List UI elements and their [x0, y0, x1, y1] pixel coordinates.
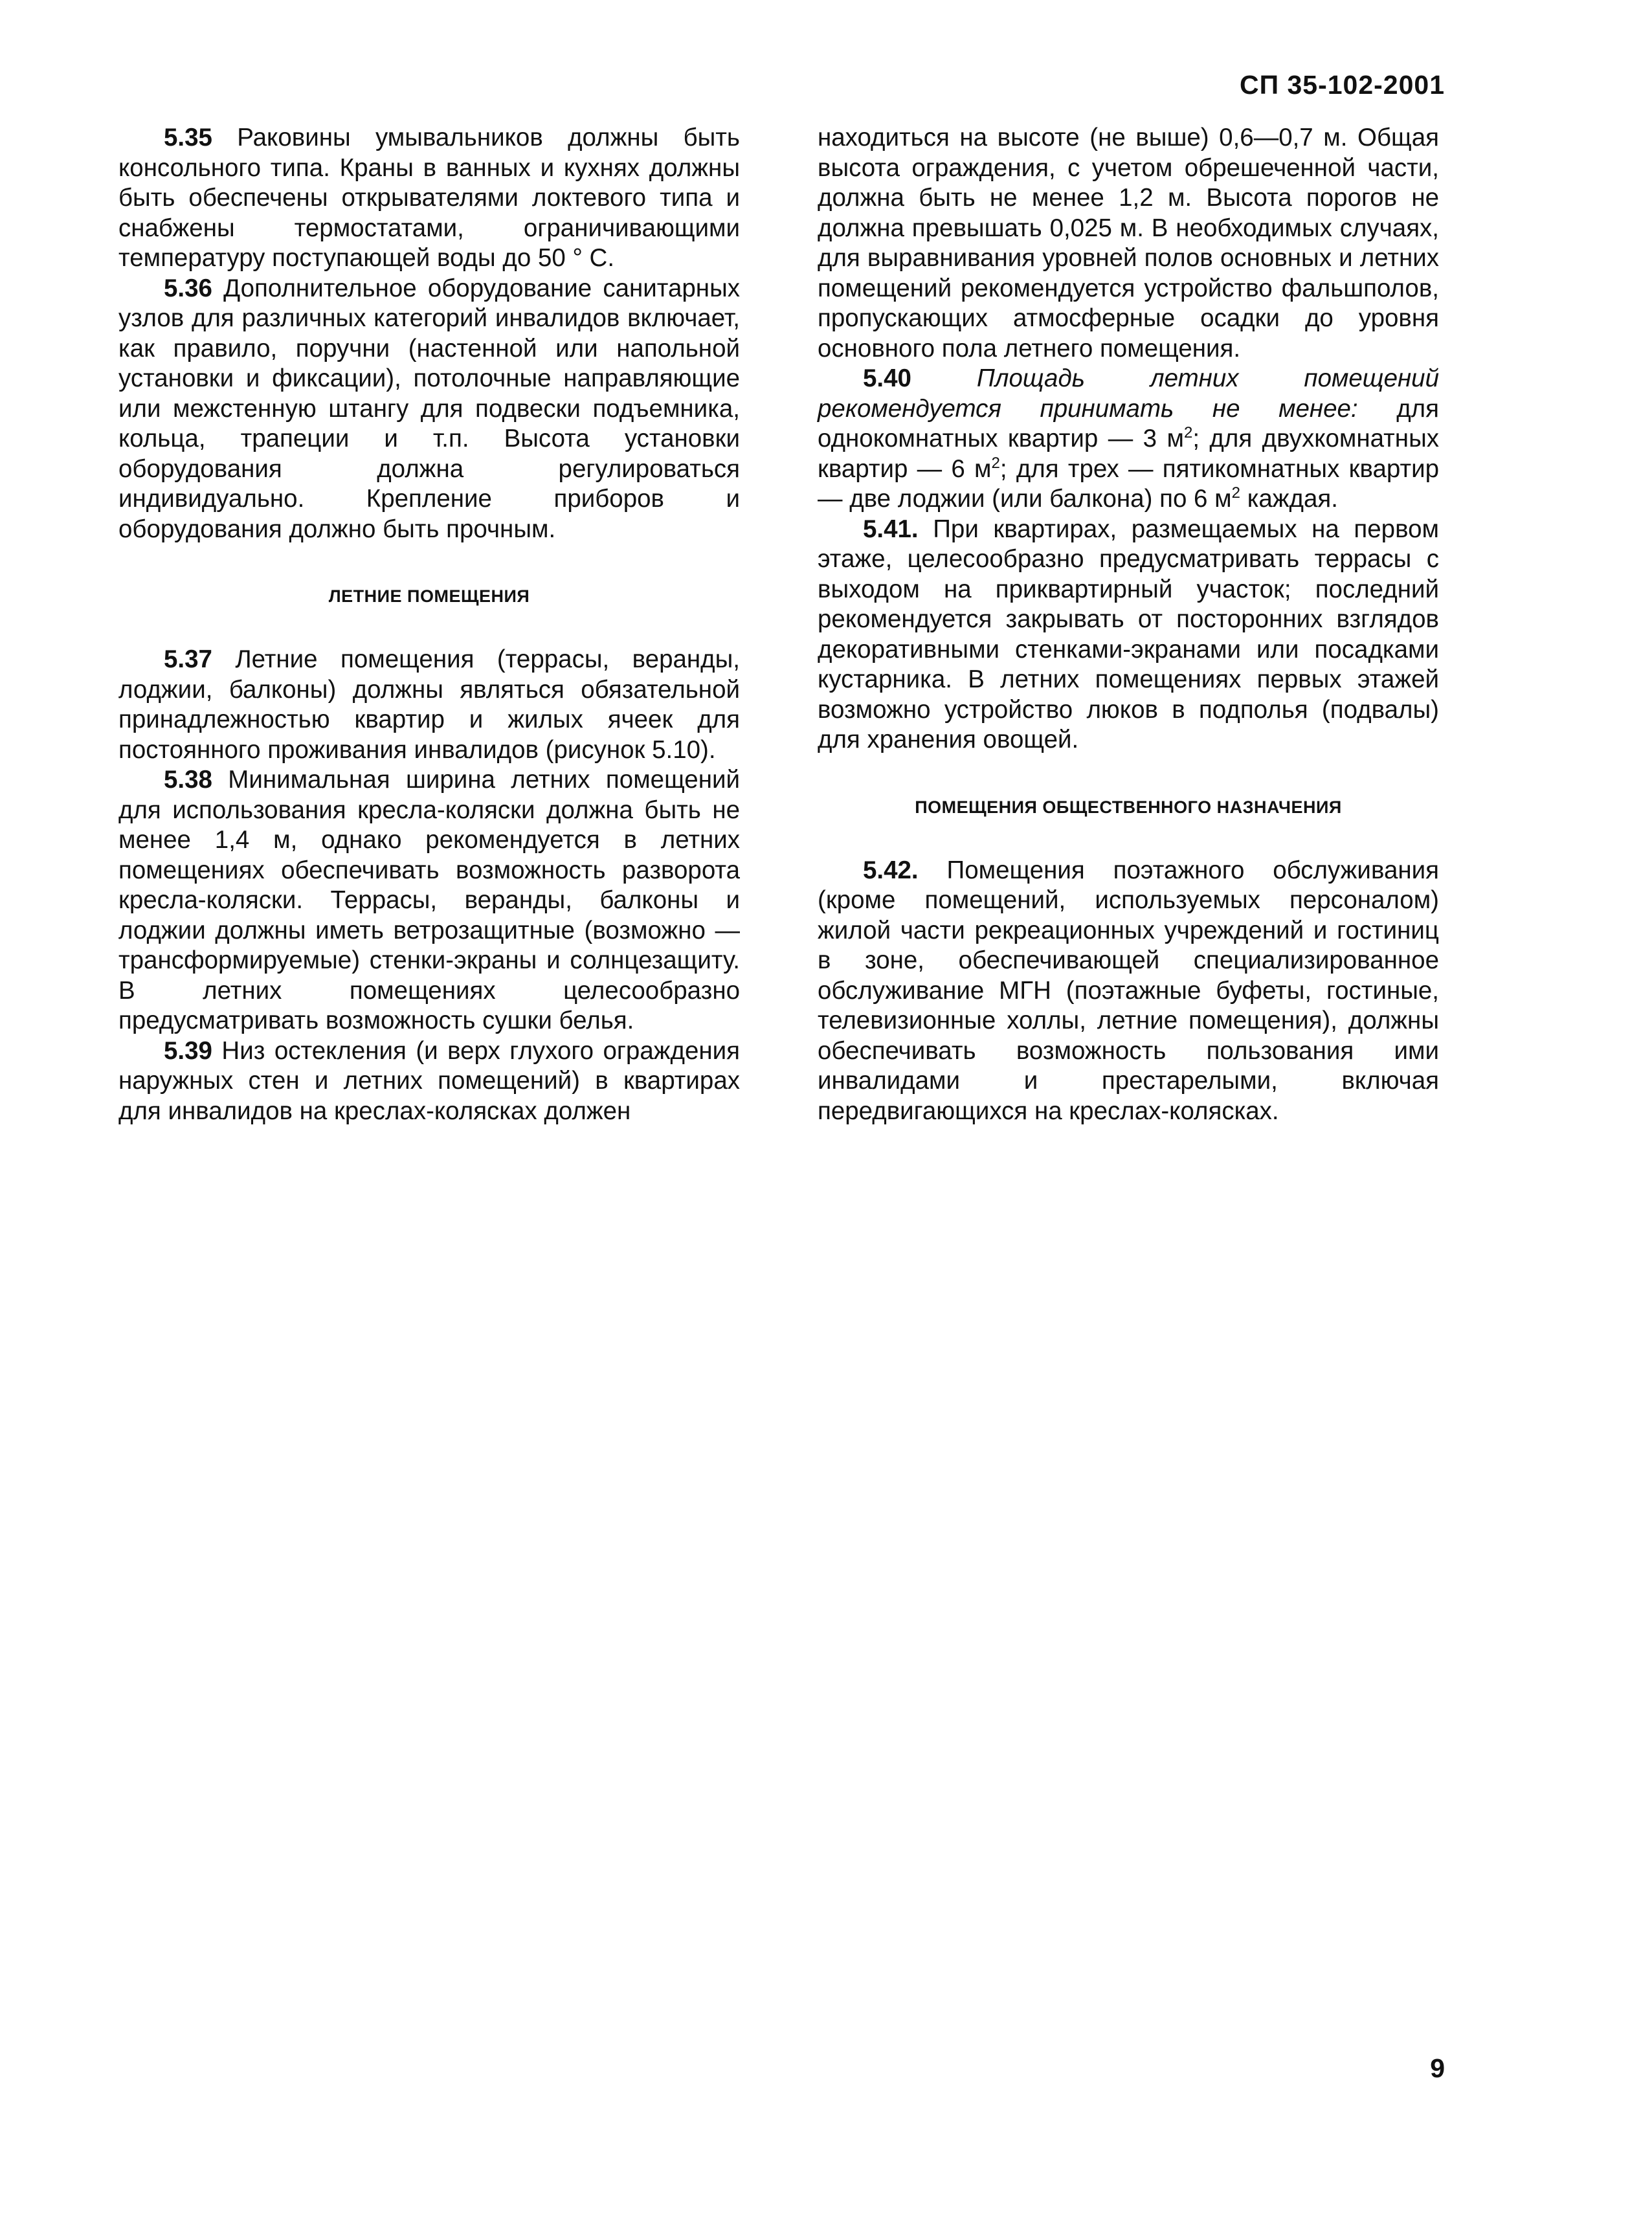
clause-5-37	[118, 645, 740, 765]
clause-text-part: каждая.	[1240, 485, 1338, 513]
clause-5-38	[118, 765, 740, 1036]
clause-5-35	[118, 123, 740, 274]
clause-number: 5.35	[164, 124, 212, 151]
clause-text: При квартирах, размещаемых на первом этаже, целесообразно предусматривать террасы с выходом на приквартирный участок; последний рекомендуется закрывать от посторонних взглядов декоративными стенками-экранами или посадками кустарника. В летних помещениях первых этажей возможно устройство люков в подполья (подвалы) для хранения овощей.	[818, 515, 1439, 753]
superscript: 2	[991, 454, 1000, 472]
superscript: 2	[1183, 424, 1193, 442]
clause-italic-text: Площадь летних помещений рекомендуется принимать не менее:	[818, 364, 1439, 423]
clause-text: Раковины умывальников должны быть консольного типа. Краны в ванных и кухнях должны быть обеспечены открывателями локтевого типа и снабжены термостатами, ограничивающими температуру поступающей воды до 50 ° С.	[118, 124, 740, 272]
clause-number: 5.39	[164, 1036, 212, 1065]
clause-number: 5.42.	[863, 856, 919, 884]
clause-5-36	[118, 274, 740, 545]
clause-text: Низ остекления (и верх глухого ограждения наружных стен и летних помещений) в квартирах для инвалидов на креслах-колясках должен	[118, 1036, 740, 1125]
clause-text: Дополнительное оборудование санитарных узлов для различных категорий инвалидов включает, как правило, поручни (настенной или напольной установки и фиксации), потолочные направляющие или межстенную штангу для подвески подъемника, кольца, трапеции и т.п. Высота установки оборудования должна регулироваться индивидуально. Крепление приборов и оборудования должно быть прочным.	[118, 274, 740, 543]
clause-text: Помещения поэтажного обслуживания (кроме помещений, используемых персоналом) жилой части рекреационных учреждений и гостиниц в зоне, обеспечивающей специализированное обслуживание МГН (поэтажные буфеты, гостиные, телевизионные холлы, летние помещения), должны обеспечивать возможность пользования ими инвалидами и престарелыми, включая передвигающихся на креслах-колясках.	[818, 856, 1439, 1125]
document-code: СП 35-102-2001	[1240, 70, 1445, 100]
clause-5-39-continued: находиться на высоте (не выше) 0,6—0,7 м. Общая высота ограждения, с учетом обрешеченной части, должна быть не менее 1,2 м. Высота порогов не должна превышать 0,025 м. В необходимых случаях, для выравнивания уровней полов основных и летних помещений рекомендуется устройство фальшполов, пропускающих атмосферные осадки до уровня основного пола летнего помещения.	[818, 124, 1439, 362]
superscript: 2	[1231, 484, 1240, 502]
section-title-public-rooms: ПОМЕЩЕНИЯ ОБЩЕСТВЕННОГО НАЗНАЧЕНИЯ	[915, 797, 1342, 817]
clause-text: Летние помещения (террасы, веранды, лоджии, балконы) должны являться обязательной принадлежностью квартир и жилых ячеек для постоянного проживания инвалидов (рисунок 5.10).	[118, 645, 740, 764]
clause-text-part: для однокомнатных квартир — 3 м	[818, 394, 1439, 452]
clause-number: 5.40	[863, 364, 911, 392]
clause-text-part: ; для трех — пятикомнатных квартир — две лоджии (или балкона) по 6 м	[818, 454, 1439, 513]
section-title-summer-rooms: ЛЕТНИЕ ПОМЕЩЕНИЯ	[328, 586, 530, 606]
clause-5-40	[818, 364, 1439, 515]
clause-5-39	[118, 1036, 740, 1127]
clause-5-41	[818, 515, 1439, 755]
left-column	[118, 123, 740, 1126]
clause-number: 5.41.	[863, 515, 919, 543]
clause-text-part: ; для двухкомнатных квартир — 6 м	[818, 425, 1439, 483]
clause-number: 5.36	[164, 274, 212, 302]
clause-number: 5.38	[164, 766, 212, 794]
clause-text: Минимальная ширина летних помещений для использования кресла-коляски должна быть не менее 1,4 м, однако рекомендуется в летних помещениях обеспечивать возможность разворота кресла-коляски. Террасы, веранды, балконы и лоджии должны иметь ветрозащитные (возможно — трансформируемые) стенки-экраны и солнцезащиту. В летних помещениях целесообразно предусматривать возможность сушки белья.	[118, 766, 740, 1034]
page-number: 9	[1430, 2053, 1445, 2083]
right-column	[818, 123, 1439, 1126]
clause-number: 5.37	[164, 645, 212, 673]
clause-5-42	[818, 856, 1439, 1127]
